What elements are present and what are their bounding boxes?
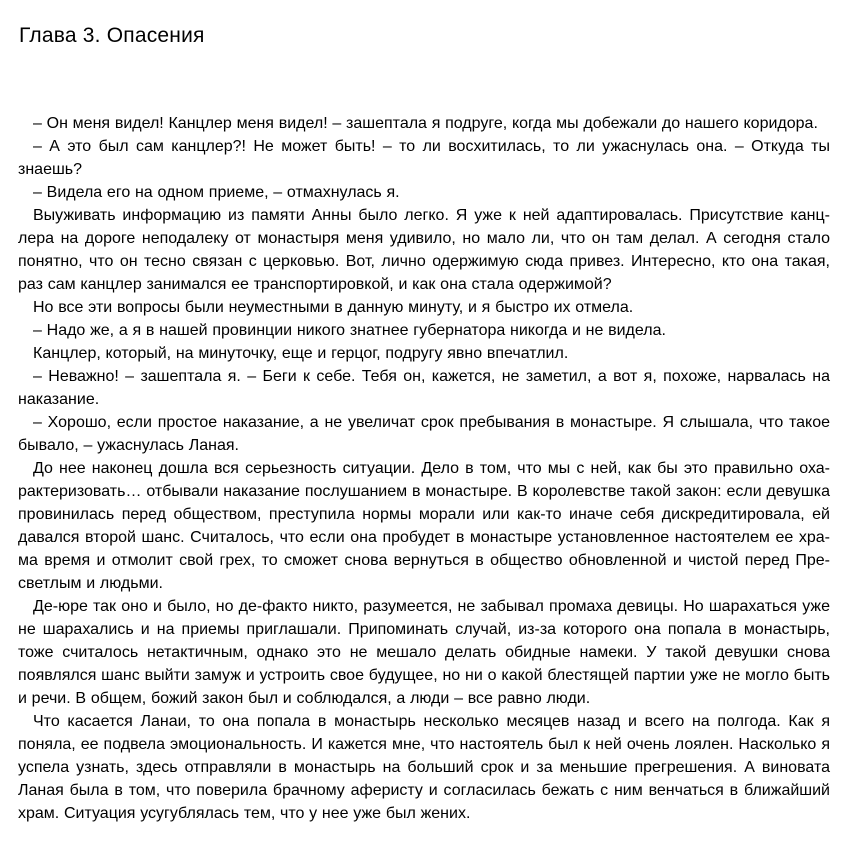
paragraph: Де-юре так оно и было, но де-факто никто, разумеется, не забывал промаха девицы. Но шарахаться уже не шарахались и на приемы приглашали. Припоминать случай, из-за которого она попала в монастырь, тоже считалось нетактичным, однако это не мешало делать обидные намеки. У такой девушки снова появлялся шанс выйти замуж и устроить свое будущее, но ни о какой блестящей партии уже не могло быть и речи. В общем, божий закон был и соблюдался, а люди – все равно люди. <box>18 598 830 707</box>
paragraph: Выуживать информацию из памяти Анны было легко. Я уже к ней адаптировалась. Присутствие канцлера на дороге неподалеку от монастыря меня удивило, но мало ли, что он там делал. А сегодня стало понятно, что он тесно связан с церковью. Вот, лично одержимую сюда привез. Интересно, кто она такая, раз сам канцлер занимался ее транспортировкой, и как она стала одержимой? <box>18 207 830 293</box>
chapter-title: Глава 3. Опасения <box>19 24 205 47</box>
paragraph: Канцлер, который, на минуточку, еще и герцог, подругу явно впечатлил. <box>33 345 569 362</box>
paragraph: Но все эти вопросы были неуместными в данную минуту, и я быстро их отмела. <box>33 299 634 316</box>
paragraph: – Он меня видел! Канцлер меня видел! – зашептала я подруге, когда мы добежали до нашего коридора. <box>33 115 818 132</box>
paragraph: Что касается Ланаи, то она попала в монастырь несколько месяцев назад и всего на полгода. Как я поняла, ее подвела эмоциональность. И кажется мне, что настоятель был к ней очень лоялен. Насколько я успела узнать, здесь отправляли в монастырь на больший срок и за меньшие прегрешения. А виновата Ланая была в том, что поверила брачному аферисту и согласилась бежать с ним венчаться в ближайший храм. Ситуация усугублялась тем, что у нее уже был жених. <box>18 713 830 822</box>
paragraph: – А это был сам канцлер?! Не может быть! – то ли восхитилась, то ли ужаснулась она. – Откуда ты знаешь? <box>18 138 830 178</box>
paragraph: – Надо же, а я в нашей провинции никого знатнее губернатора никогда и не видела. <box>33 322 666 339</box>
paragraph: – Видела его на одном приеме, – отмахнулась я. <box>33 184 400 201</box>
chapter-text <box>18 112 830 825</box>
paragraph: – Неважно! – зашептала я. – Беги к себе. Тебя он, кажется, не заметил, а вот я, похоже, нарвалась на наказание. <box>18 368 830 408</box>
paragraph: – Хорошо, если простое наказание, а не увеличат срок пребывания в монастыре. Я слышала, что такое бывало, – ужаснулась Ланая. <box>18 414 830 454</box>
paragraph: До нее наконец дошла вся серьезность ситуации. Дело в том, что мы с ней, как бы это правильно охарактеризовать… отбывали наказание послушанием в монастыре. В королевстве такой закон: если девушка провинилась перед обществом, преступила нормы морали или как-то иначе себя дискредитировала, ей давался второй шанс. Считалось, что если она пробудет в монастыре установленное настоятелем ее храма время и отмолит свой грех, то сможет снова вернуться в общество обновленной и чистой перед Пресветлым и людьми. <box>18 460 830 592</box>
